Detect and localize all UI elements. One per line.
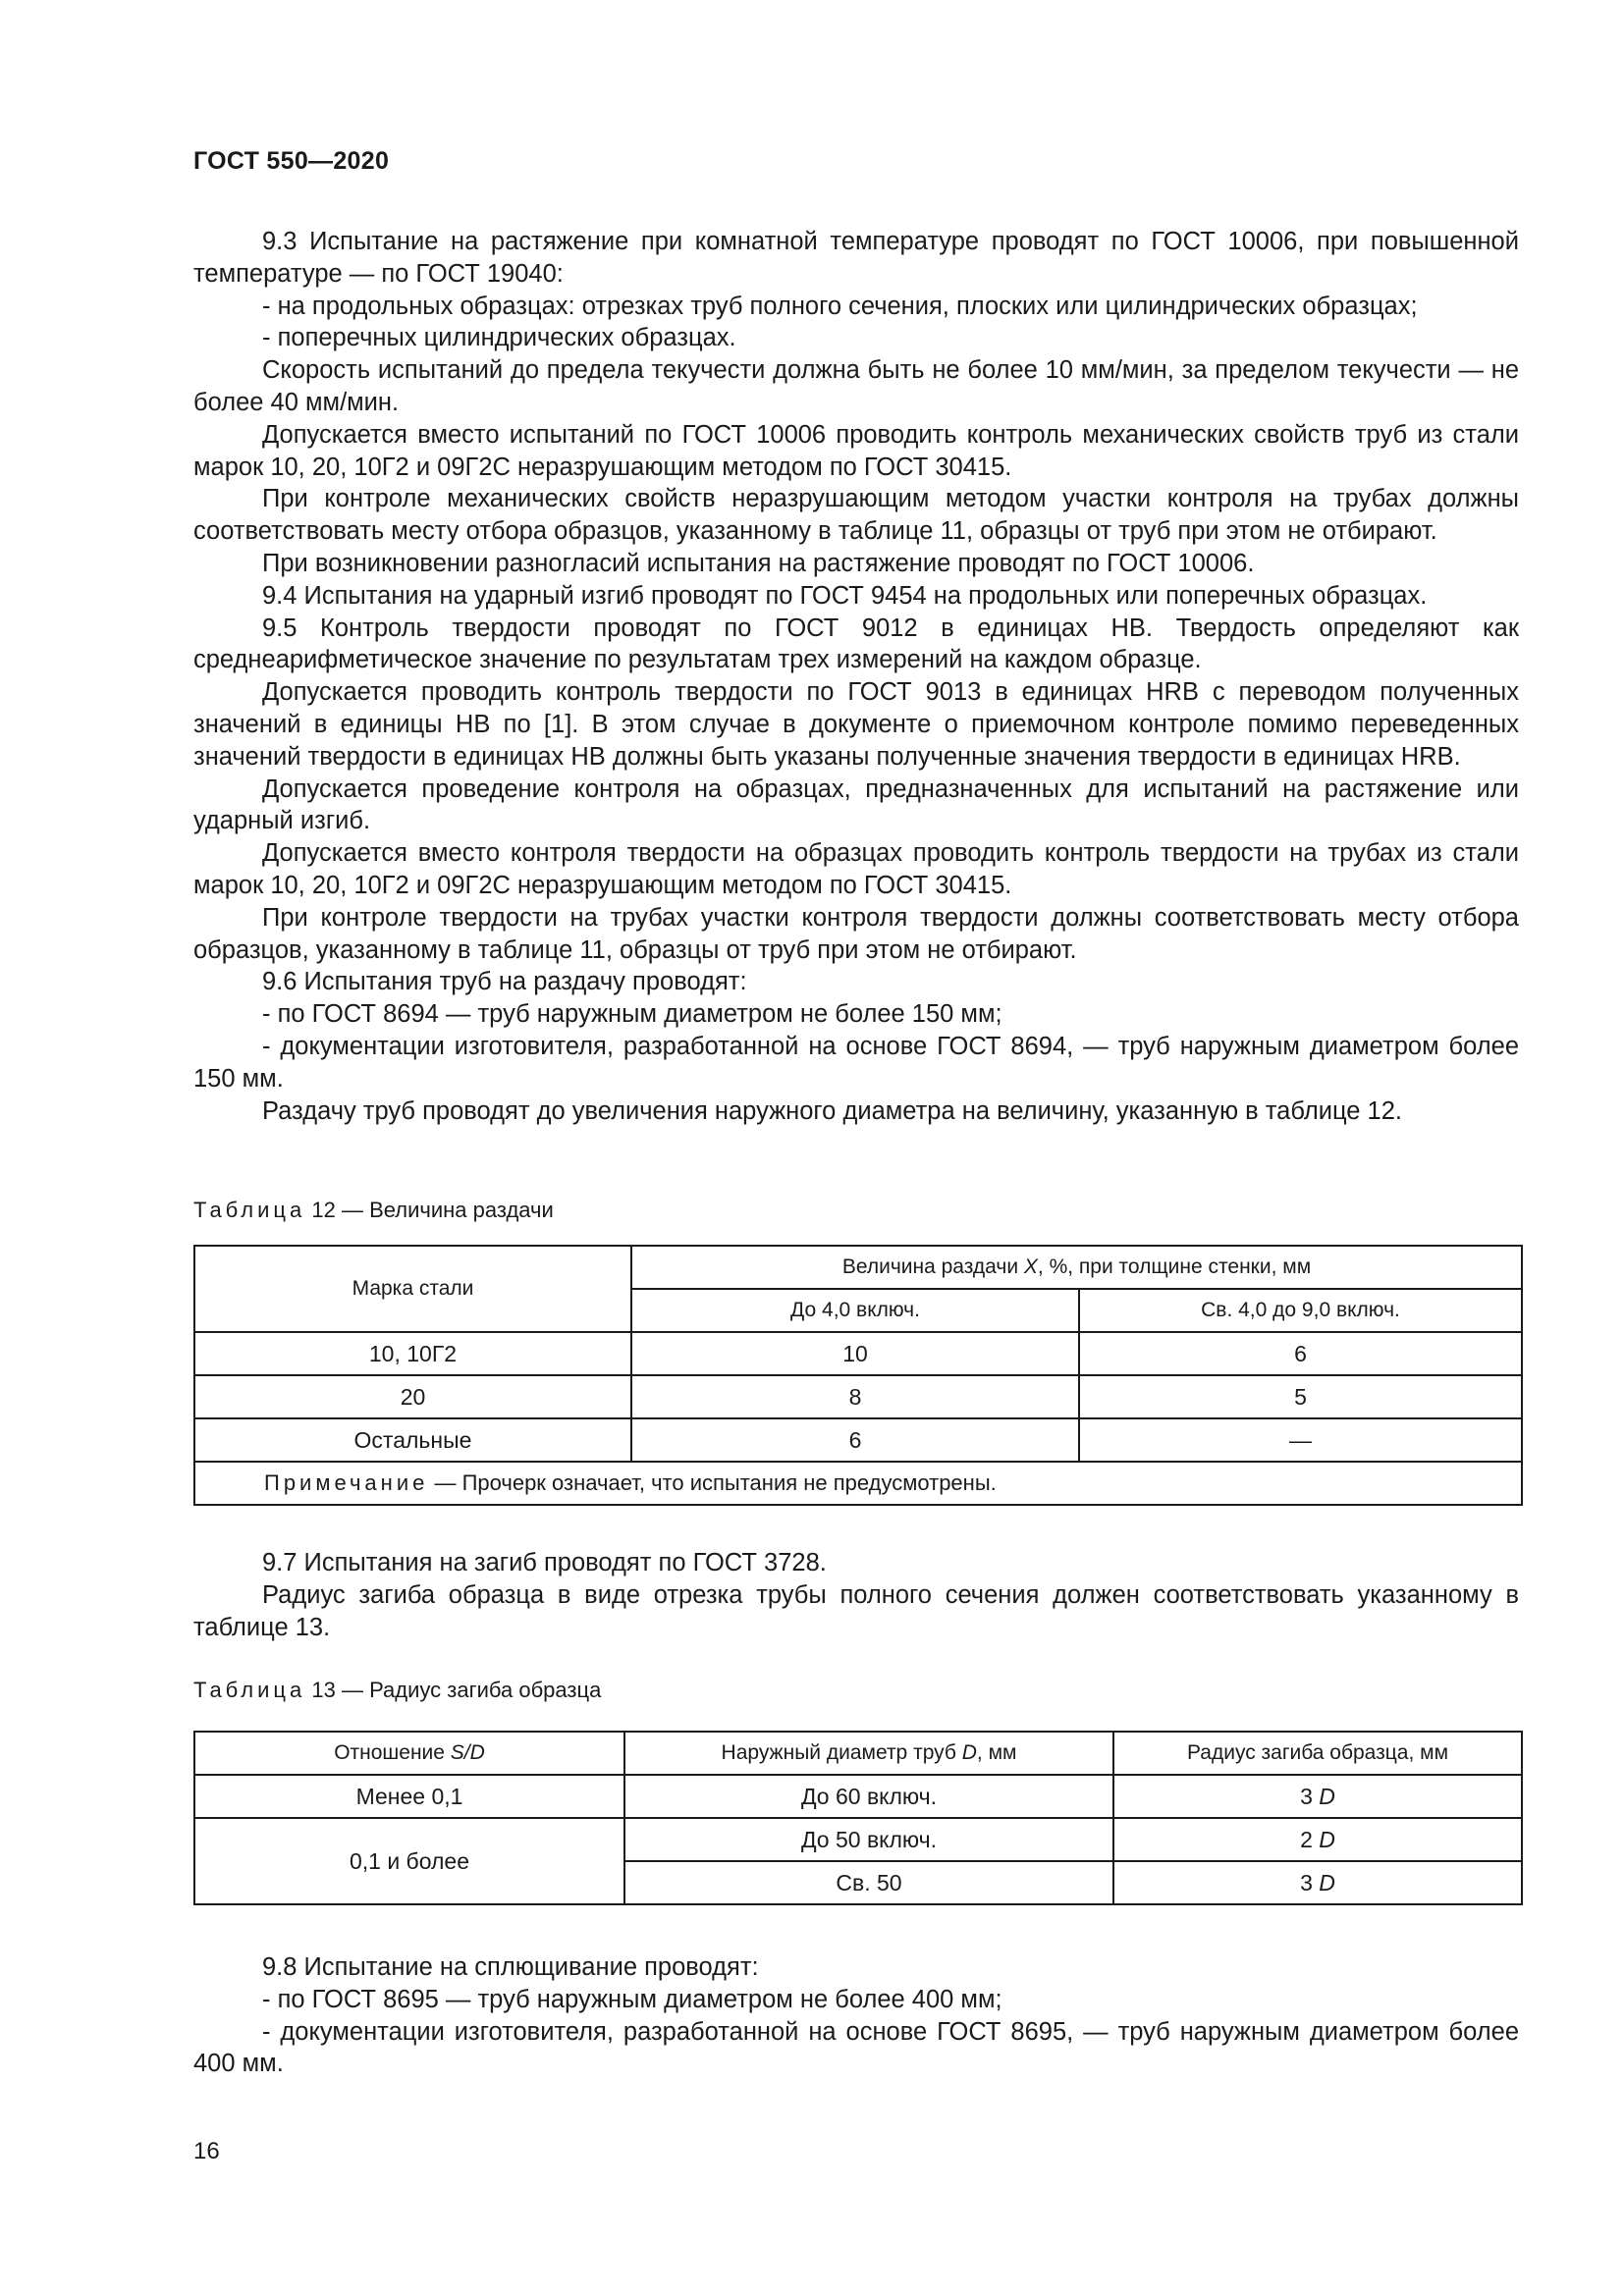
header-text: , %, при толщине стенки, мм [1037, 1255, 1312, 1278]
paragraph: Скорость испытаний до предела текучести должна быть не более 10 мм/мин, за пределом текучести — не более 40 мм/мин. [193, 356, 1519, 416]
table-caption-word: Таблица [193, 1678, 306, 1702]
paragraph: 9.7 Испытания на загиб проводят по ГОСТ 3728. [262, 1549, 827, 1576]
header-variable: D [961, 1741, 977, 1764]
header-text: Отношение [334, 1741, 451, 1764]
table-cell: 5 [1079, 1375, 1522, 1418]
list-item: - на продольных образцах: отрезках труб полного сечения, плоских или цилиндрических образцах; [262, 292, 1418, 320]
table-cell: 8 [631, 1375, 1079, 1418]
paragraph: 9.8 Испытание на сплющивание проводят: [262, 1953, 759, 1981]
table-12-caption [193, 1198, 554, 1223]
table-13-caption [193, 1678, 601, 1703]
table-cell [1113, 1775, 1522, 1818]
cell-number: 3 [1300, 1783, 1320, 1809]
note-label: Примечание [264, 1470, 429, 1495]
table-cell: Св. 50 [624, 1861, 1113, 1904]
table-cell: До 50 включ. [624, 1818, 1113, 1861]
table-cell: 6 [1079, 1332, 1522, 1375]
table-cell [1113, 1861, 1522, 1904]
cell-variable: D [1319, 1783, 1335, 1809]
table-header-cell [624, 1732, 1113, 1775]
paragraph: 9.5 Контроль твердости проводят по ГОСТ 9012 в единицах НВ. Твердость определяют как среднеарифметическое значение по результатам трех измерений на каждом образце. [193, 614, 1519, 674]
cell-variable: D [1319, 1826, 1335, 1852]
list-item: - поперечных цилиндрических образцах. [262, 324, 736, 352]
table-row [194, 1375, 1522, 1418]
header-text: Наружный диаметр труб [721, 1741, 962, 1764]
list-item: - по ГОСТ 8694 — труб наружным диаметром не более 150 мм; [262, 1000, 1002, 1029]
table-caption-text: 13 — Радиус загиба образца [311, 1678, 602, 1702]
table-12 [193, 1245, 1523, 1506]
section-9-3-to-9-6 [193, 226, 1519, 1127]
section-9-7 [193, 1547, 1519, 1643]
table-cell: Остальные [194, 1418, 631, 1462]
paragraph: При контроле твердости на трубах участки контроля твердости должны соответствовать месту отбора образцов, указанному в таблице 11, образцы от труб при этом не отбирают. [193, 903, 1519, 964]
table-row [194, 1775, 1522, 1818]
table-header-cell: Радиус загиба образца, мм [1113, 1732, 1522, 1775]
table-cell: 10, 10Г2 [194, 1332, 631, 1375]
paragraph: 9.3 Испытание на растяжение при комнатной температуре проводят по ГОСТ 10006, при повышенной температуре — по ГОСТ 19040: [193, 228, 1519, 288]
table-row [194, 1418, 1522, 1462]
table-cell: 6 [631, 1418, 1079, 1462]
table-row [194, 1332, 1522, 1375]
table-cell [1113, 1818, 1522, 1861]
table-caption-text: 12 — Величина раздачи [311, 1198, 554, 1222]
table-cell: — [1079, 1418, 1522, 1462]
paragraph: Радиус загиба образца в виде отрезка трубы полного сечения должен соответствовать указанному в таблице 13. [193, 1580, 1519, 1641]
table-header-cell [194, 1732, 624, 1775]
table-header-cell: Св. 4,0 до 9,0 включ. [1079, 1289, 1522, 1332]
table-note [194, 1462, 1522, 1505]
table-cell: 0,1 и более [194, 1818, 624, 1904]
list-item: - документации изготовителя, разработанной на основе ГОСТ 8695, — труб наружным диаметром более 400 мм. [193, 2017, 1519, 2078]
paragraph: Допускается вместо контроля твердости на образцах проводить контроль твердости на трубах из стали марок 10, 20, 10Г2 и 09Г2С неразрушающим методом по ГОСТ 30415. [193, 839, 1519, 899]
list-item: - по ГОСТ 8695 — труб наружным диаметром не более 400 мм; [262, 1985, 1002, 2013]
cell-number: 3 [1300, 1869, 1320, 1896]
cell-number: 2 [1300, 1826, 1320, 1852]
table-header-cell: Марка стали [194, 1246, 631, 1332]
paragraph: Допускается проводить контроль твердости по ГОСТ 9013 в единицах HRB с переводом полученных значений в единицы НВ по [1]. В этом случае в документе о приемочном контроле помимо переведенных значений твердости в единицах НВ должны быть указаны полученные значения твердости в единицах HRB. [193, 678, 1519, 771]
section-9-8 [193, 1951, 1519, 2080]
table-note-row [194, 1462, 1522, 1505]
header-text: , мм [976, 1741, 1017, 1764]
table-caption-word: Таблица [193, 1198, 306, 1222]
header-text: Величина раздачи [841, 1255, 1024, 1278]
header-variable: X [1023, 1255, 1038, 1278]
table-cell: 20 [194, 1375, 631, 1418]
document-header: ГОСТ 550—2020 [193, 147, 390, 175]
paragraph: При контроле механических свойств неразрушающим методом участки контроля на трубах должны соответствовать месту отбора образцов, указанному в таблице 11, образцы от труб при этом не отбирают. [193, 485, 1519, 546]
table-row [194, 1818, 1522, 1861]
paragraph: Допускается вместо испытаний по ГОСТ 10006 проводить контроль механических свойств труб из стали марок 10, 20, 10Г2 и 09Г2С неразрушающим методом по ГОСТ 30415. [193, 420, 1519, 481]
table-cell: Менее 0,1 [194, 1775, 624, 1818]
list-item: - документации изготовителя, разработанной на основе ГОСТ 8694, — труб наружным диаметром более 150 мм. [193, 1032, 1519, 1093]
paragraph: При возникновении разногласий испытания на растяжение проводят по ГОСТ 10006. [262, 549, 1255, 577]
table-header-row [194, 1732, 1522, 1775]
paragraph: Раздачу труб проводят до увеличения наружного диаметра на величину, указанную в таблице 12. [262, 1096, 1402, 1125]
paragraph: 9.4 Испытания на ударный изгиб проводят по ГОСТ 9454 на продольных или поперечных образцах. [262, 581, 1428, 610]
table-13 [193, 1731, 1523, 1905]
table-cell: 10 [631, 1332, 1079, 1375]
paragraph: 9.6 Испытания труб на раздачу проводят: [262, 968, 747, 996]
note-text: — Прочерк означает, что испытания не предусмотрены. [428, 1470, 997, 1495]
paragraph: Допускается проведение контроля на образцах, предназначенных для испытаний на растяжение или ударный изгиб. [193, 774, 1519, 835]
header-variable: S/D [450, 1741, 485, 1764]
cell-variable: D [1319, 1869, 1335, 1896]
table-header-cell [631, 1246, 1522, 1289]
page-number: 16 [193, 2138, 220, 2164]
table-cell: До 60 включ. [624, 1775, 1113, 1818]
table-header-cell: До 4,0 включ. [631, 1289, 1079, 1332]
